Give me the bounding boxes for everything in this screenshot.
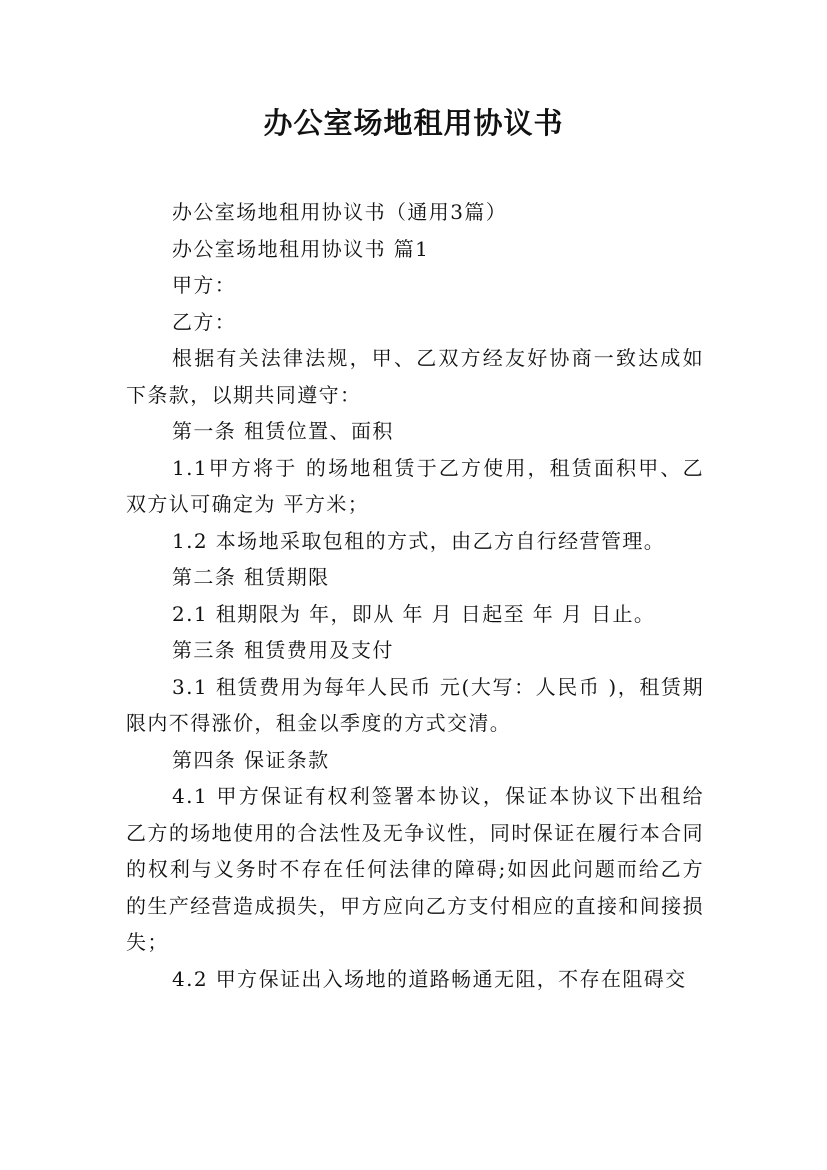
clause-2-1: 2.1 租期限为 年，即从 年 月 日起至 年 月 日止。 [172,601,656,626]
document-title: 办公室场地租用协议书 [263,106,564,140]
party-a-line: 甲方： [172,273,237,297]
party-b-line: 乙方： [172,309,237,334]
article-2-heading: 第二条 租赁期限 [172,565,330,589]
clause-1-1: 1.1甲方将于 的场地租赁于乙方使用，租赁面积甲、乙双方认可确定为 平方米； [126,455,704,516]
clause-4-1: 4.1 甲方保证有权利签署本协议，保证本协议下出租给乙方的场地使用的合法性及无争议性，同时保证在履行本合同的权利与义务时不存在任何法律的障碍;如因此问题而给乙方的生产经营造成损失，甲方应向乙方支付相应的直接和间接损失； [126,784,704,954]
paragraph-subtitle: 办公室场地租用协议书（通用3篇） [172,200,508,224]
article-1-heading: 第一条 租赁位置、面积 [172,419,394,443]
article-4-heading: 第四条 保证条款 [172,747,330,772]
clause-1-2: 1.2 本场地采取包租的方式，由乙方自行经营管理。 [172,528,666,553]
clause-3-1: 3.1 租赁费用为每年人民币 元(大写：人民币 )，租赁期限内不得涨价，租金以季度的方式交清。 [126,674,704,735]
clause-4-2: 4.2 甲方保证出入场地的道路畅通无阻，不存在阻碍交 [172,966,687,991]
article-3-heading: 第三条 租赁费用及支付 [172,638,394,662]
paragraph-section-title: 办公室场地租用协议书 篇1 [172,236,430,261]
document-body [126,194,704,997]
intro-paragraph: 根据有关法律法规，甲、乙双方经友好协商一致达成如下条款，以期共同遵守： [126,346,704,407]
